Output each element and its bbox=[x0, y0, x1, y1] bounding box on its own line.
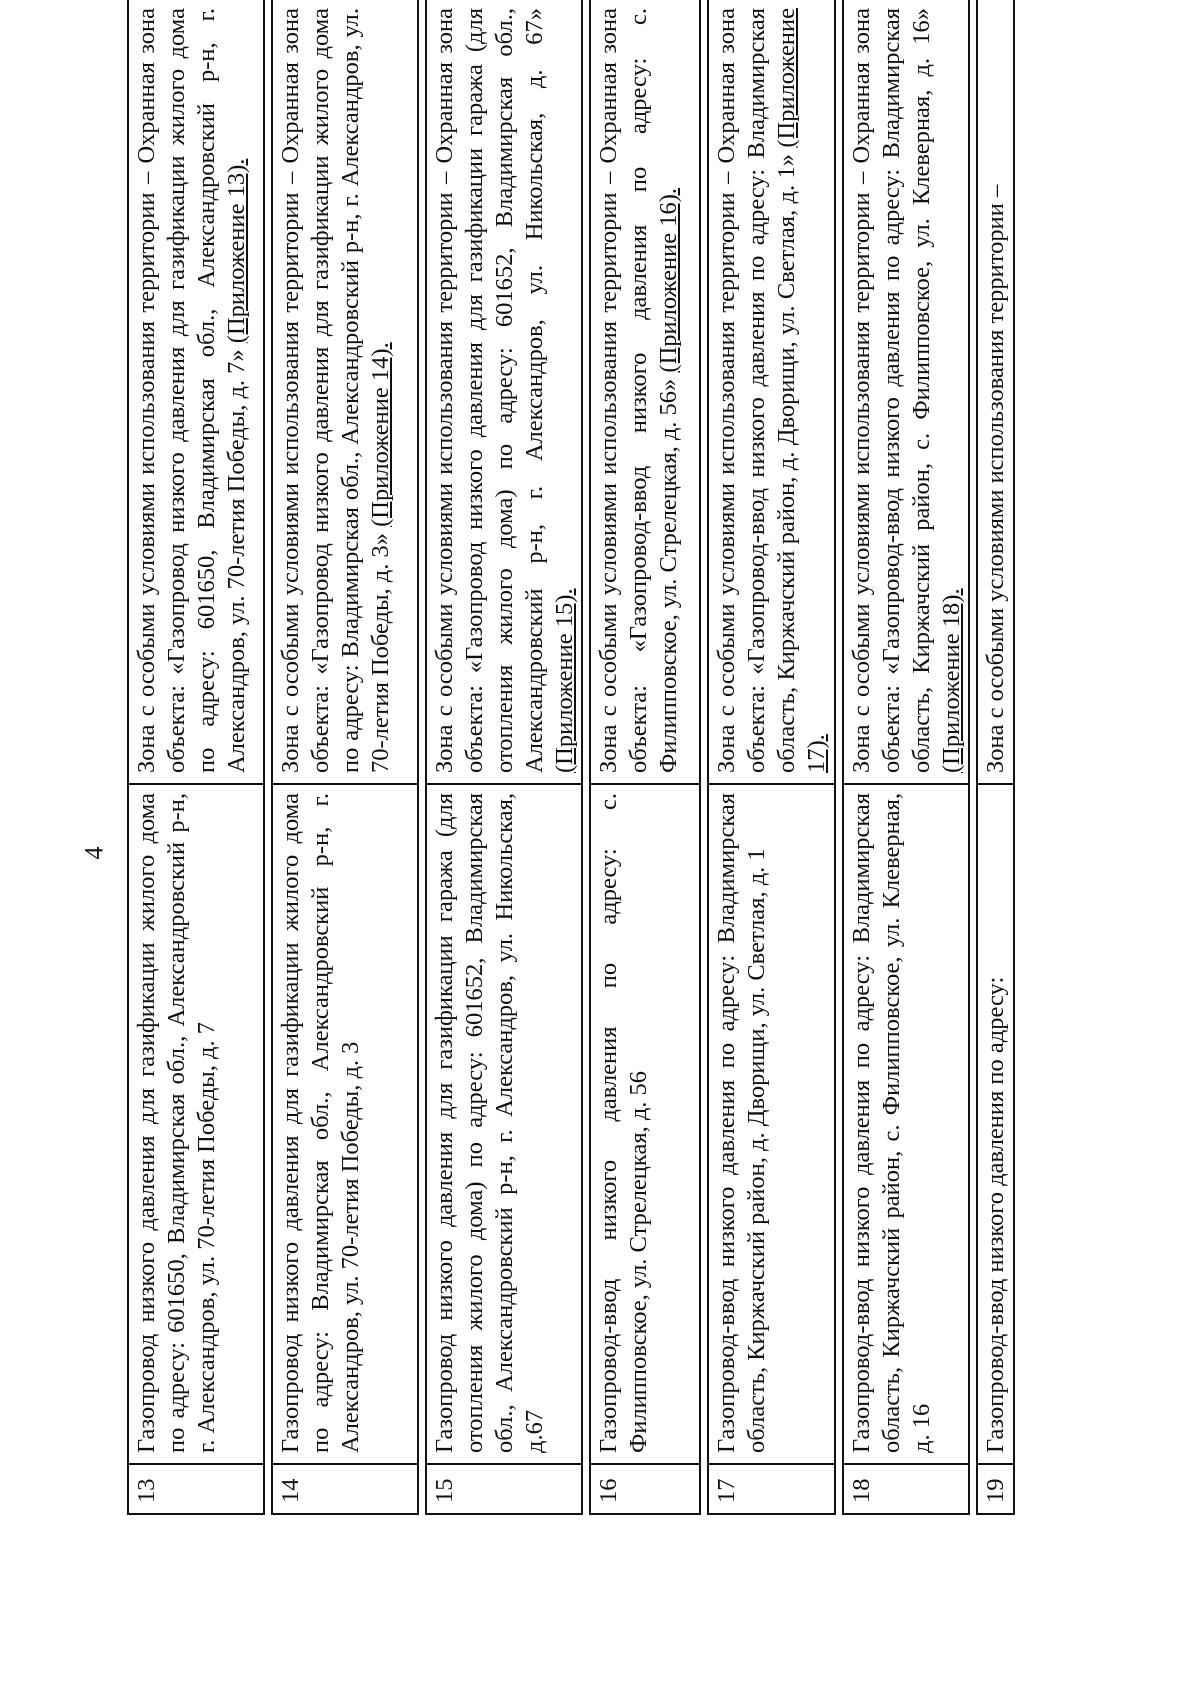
page-number: 4 bbox=[79, 846, 109, 860]
object-description: Газопровод низкого давления для газификации жилого дома по адресу: 601650, Владимирская обл., Александровский р-н, г. Александров, ул. 70-летия Победы, д. 7 bbox=[128, 784, 264, 1464]
zone-description bbox=[426, 0, 582, 784]
table-row bbox=[590, 0, 700, 1514]
appendix-ref: (Приложение 17). bbox=[773, 7, 830, 773]
zone-text: Зона с особыми условиями использования территории – Охранная зона объекта: «Газопровод-ввод низкого давления по адресу: с. Филипповское, ул. Стрелецкая, д. 56» bbox=[595, 8, 683, 773]
row-number: 16 bbox=[590, 1464, 700, 1514]
row-gap bbox=[969, 0, 977, 1514]
row-number: 17 bbox=[708, 1464, 835, 1514]
object-description: Газопровод-ввод низкого давления по адресу: Владимирская область, Киржачский район, д. Дворищи, ул. Светлая, д. 1 bbox=[708, 784, 835, 1464]
zone-text: Зона с особыми условиями использования территории – Охранная зона объекта: «Газопровод-ввод низкого давления по адресу: Владимирская область, Киржачский район, с. Филипповское, ул. Клеверная, д. 16» bbox=[847, 8, 935, 773]
object-description: Газопровод-ввод низкого давления по адресу: bbox=[977, 784, 1014, 1464]
row-gap bbox=[264, 0, 272, 1514]
object-description: Газопровод низкого давления для газификации гаража (для отопления жилого дома) по адресу: 601652, Владимирская обл., Александровский р-н, г. Александров, ул. Никольская, д.67 bbox=[426, 784, 582, 1464]
appendix-ref: (Приложение 14). bbox=[366, 342, 394, 527]
table-row bbox=[272, 0, 418, 1514]
row-gap bbox=[418, 0, 426, 1514]
row-number: 14 bbox=[272, 1464, 418, 1514]
table-row bbox=[426, 0, 582, 1514]
zone-description bbox=[128, 0, 264, 784]
row-number: 13 bbox=[128, 1464, 264, 1514]
zone-text: Зона с особыми условиями использования территории – Охранная зона объекта: «Газопровод низкого давления для газификации гаража (для отопления жилого дома) по адресу: 601652, Владимирская обл., Александровский р-н, г. Александров, ул. Никольская, д. 67» bbox=[431, 8, 548, 773]
zone-description bbox=[843, 0, 970, 784]
zone-description bbox=[977, 0, 1014, 784]
row-number: 18 bbox=[843, 1464, 970, 1514]
row-gap bbox=[700, 0, 708, 1514]
row-gap bbox=[582, 0, 590, 1514]
appendix-ref: (Приложение 18). bbox=[937, 588, 965, 773]
table-row bbox=[843, 0, 970, 1514]
table-row bbox=[128, 0, 264, 1514]
zone-text: Зона с особыми условиями использования территории – Охранная зона объекта: «Газопровод низкого давления для газификации жилого дома по адресу: 601650, Владимирская обл., Александровский р-н, г. Александров, ул. 70-летия Победы, д. 7» bbox=[133, 8, 250, 773]
object-description: Газопровод-ввод низкого давления по адресу: с. Филипповское, ул. Стрелецкая, д. 56 bbox=[590, 784, 700, 1464]
zone-description bbox=[272, 0, 418, 784]
table-row bbox=[708, 0, 835, 1514]
row-gap bbox=[835, 0, 843, 1514]
table-row bbox=[977, 0, 1014, 1514]
object-description: Газопровод-ввод низкого давления по адресу: Владимирская область, Киржачский район, с. Филипповское, ул. Клеверная, д. 16 bbox=[843, 784, 970, 1464]
object-description: Газопровод низкого давления для газификации жилого дома по адресу: Владимирская обл., Александровский р-н, г. Александров, ул. 70-летия Победы, д. 3 bbox=[272, 784, 418, 1464]
row-number: 19 bbox=[977, 1464, 1014, 1514]
zone-text: Зона с особыми условиями использования территории – Охранная зона объекта: «Газопровод низкого давления для газификации жилого дома по адресу: Владимирская обл., Александровский р-н, г. Александров, ул. 70-летия Победы, д. 3» bbox=[277, 8, 394, 773]
appendix-ref: (Приложение 15). bbox=[550, 588, 578, 773]
zones-table bbox=[127, 0, 1015, 1515]
zone-description bbox=[708, 0, 835, 784]
zone-text: Зона с особыми условиями использования территории – Охранная зона объекта: «Газопровод-ввод низкого давления по адресу: Владимирская область, Киржачский район, д. Дворищи, ул. Светлая, д. 1» bbox=[713, 8, 801, 773]
row-number: 15 bbox=[426, 1464, 582, 1514]
appendix-ref: (Приложение 13). bbox=[222, 158, 250, 344]
zone-text: Зона с особыми условиями использования территории – bbox=[982, 184, 1010, 773]
rotated-table-wrapper bbox=[127, 0, 1010, 1515]
zone-description bbox=[590, 0, 700, 784]
appendix-ref: (Приложение 16). bbox=[655, 187, 683, 373]
